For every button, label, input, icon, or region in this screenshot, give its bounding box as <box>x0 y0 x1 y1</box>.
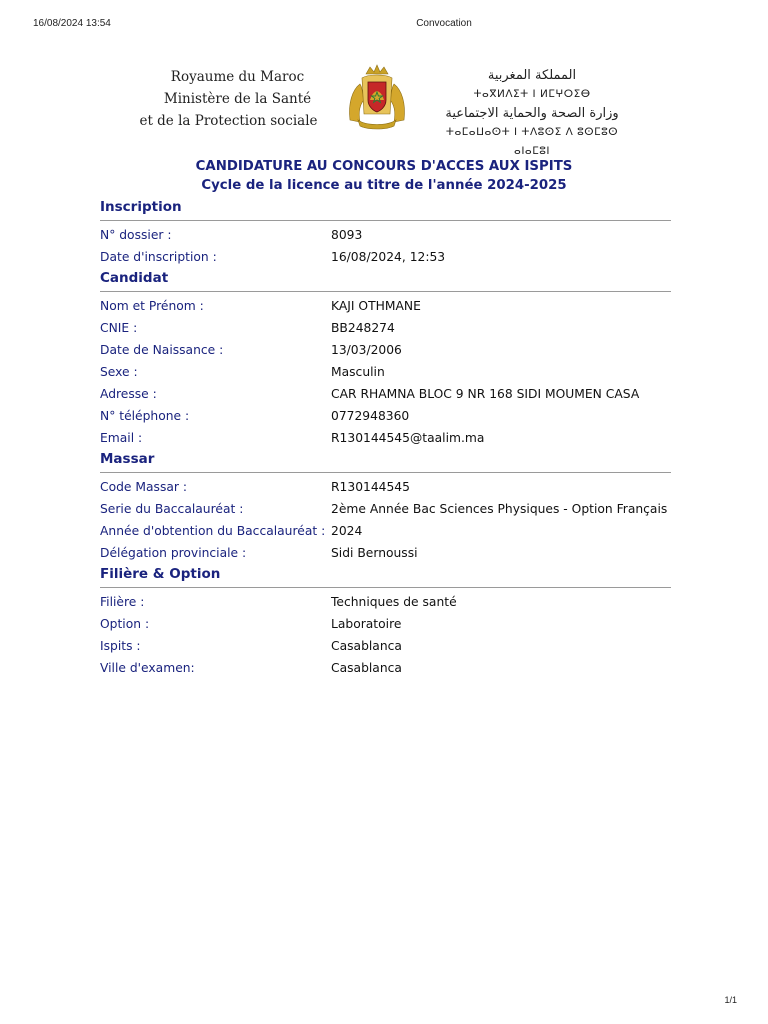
field-row-date-naissance <box>100 339 671 361</box>
document-title-line1: CANDIDATURE AU CONCOURS D'ACCES AUX ISPITS <box>195 159 573 174</box>
field-row-serie-bac <box>100 498 671 520</box>
section-title-inscription: Inscription <box>100 197 671 221</box>
document-title-line2: Cycle de la licence au titre de l'année 2024-2025 <box>201 178 567 193</box>
field-value: KAJI OTHMANE <box>331 299 421 313</box>
field-row-cnie <box>100 317 671 339</box>
field-label: Délégation provinciale : <box>100 546 247 560</box>
kingdom-name-fr: Royaume du Maroc <box>170 69 305 85</box>
field-value: R130144545 <box>331 480 410 494</box>
letterhead <box>0 64 768 157</box>
field-label: Sexe : <box>100 365 138 379</box>
letterhead-arabic <box>432 66 632 161</box>
document-title <box>0 157 768 195</box>
field-value: Sidi Bernoussi <box>331 546 418 560</box>
print-datetime: 16/08/2024 13:54 <box>33 18 111 29</box>
field-value: 2024 <box>331 524 363 538</box>
field-row-email <box>100 427 671 449</box>
field-label: N° téléphone : <box>100 409 190 423</box>
field-row-adresse <box>100 383 671 405</box>
field-row-code-massar <box>100 476 671 498</box>
field-value: Casablanca <box>331 639 402 653</box>
section-title-candidat: Candidat <box>100 268 671 292</box>
field-label: Filière : <box>100 595 145 609</box>
field-label: Serie du Baccalauréat : <box>100 502 244 516</box>
field-row-annee-bac <box>100 520 671 542</box>
kingdom-name-ar: المملكة المغربية <box>487 68 577 83</box>
application-details <box>100 197 671 679</box>
field-value: Techniques de santé <box>331 595 457 609</box>
moroccan-coat-of-arms-icon <box>346 64 408 130</box>
field-label: Nom et Prénom : <box>100 299 204 313</box>
field-value: Laboratoire <box>331 617 402 631</box>
field-label: N° dossier : <box>100 228 172 242</box>
field-value: 13/03/2006 <box>331 343 402 357</box>
field-value: 2ème Année Bac Sciences Physiques - Option Français <box>331 502 668 516</box>
field-row-ispits <box>100 635 671 657</box>
field-value: 16/08/2024, 12:53 <box>331 250 446 264</box>
field-row-date-inscription <box>100 246 671 268</box>
field-label: Année d'obtention du Baccalauréat : <box>100 524 326 538</box>
page-number: 1/1 <box>724 995 737 1005</box>
letterhead-french <box>139 66 325 132</box>
field-value: R130144545@taalim.ma <box>331 431 485 445</box>
field-row-nom <box>100 295 671 317</box>
field-label: CNIE : <box>100 321 138 335</box>
field-label: Date de Naissance : <box>100 343 224 357</box>
field-label: Email : <box>100 431 143 445</box>
field-label: Date d'inscription : <box>100 250 217 264</box>
field-row-option <box>100 613 671 635</box>
section-title-filiere: Filière & Option <box>100 564 671 588</box>
field-label: Ville d'examen: <box>100 661 195 675</box>
field-label: Ispits : <box>100 639 141 653</box>
field-label: Option : <box>100 617 150 631</box>
field-value: Casablanca <box>331 661 402 675</box>
field-row-ville-examen <box>100 657 671 679</box>
field-row-dossier <box>100 224 671 246</box>
field-row-delegation <box>100 542 671 564</box>
ministry-name-tifinagh: ⵜⴰⵎⴰⵡⴰⵙⵜ ⵏ ⵜⴷⵓⵙⵉ ⴷ ⵓⵙⵎⵓⵙ ⴰⵏⴰⵎⵓⵏ <box>445 126 619 157</box>
field-row-sexe <box>100 361 671 383</box>
field-label: Adresse : <box>100 387 157 401</box>
section-title-massar: Massar <box>100 449 671 473</box>
ministry-name-fr-line2: et de la Protection sociale <box>139 113 318 129</box>
field-value: Masculin <box>331 365 385 379</box>
field-value: BB248274 <box>331 321 395 335</box>
field-value: 8093 <box>331 228 363 242</box>
ministry-name-fr-line1: Ministère de la Santé <box>163 91 312 107</box>
print-title: Convocation <box>416 18 472 29</box>
field-value: CAR RHAMNA BLOC 9 NR 168 SIDI MOUMEN CASA <box>331 387 640 401</box>
field-row-telephone <box>100 405 671 427</box>
field-label: Code Massar : <box>100 480 187 494</box>
ministry-name-ar: وزارة الصحة والحماية الاجتماعية <box>445 106 619 121</box>
field-value: 0772948360 <box>331 409 410 423</box>
field-row-filiere <box>100 591 671 613</box>
kingdom-name-tifinagh: ⵜⴰⴳⵍⴷⵉⵜ ⵏ ⵍⵎⵖⵔⵉⴱ <box>473 88 591 100</box>
